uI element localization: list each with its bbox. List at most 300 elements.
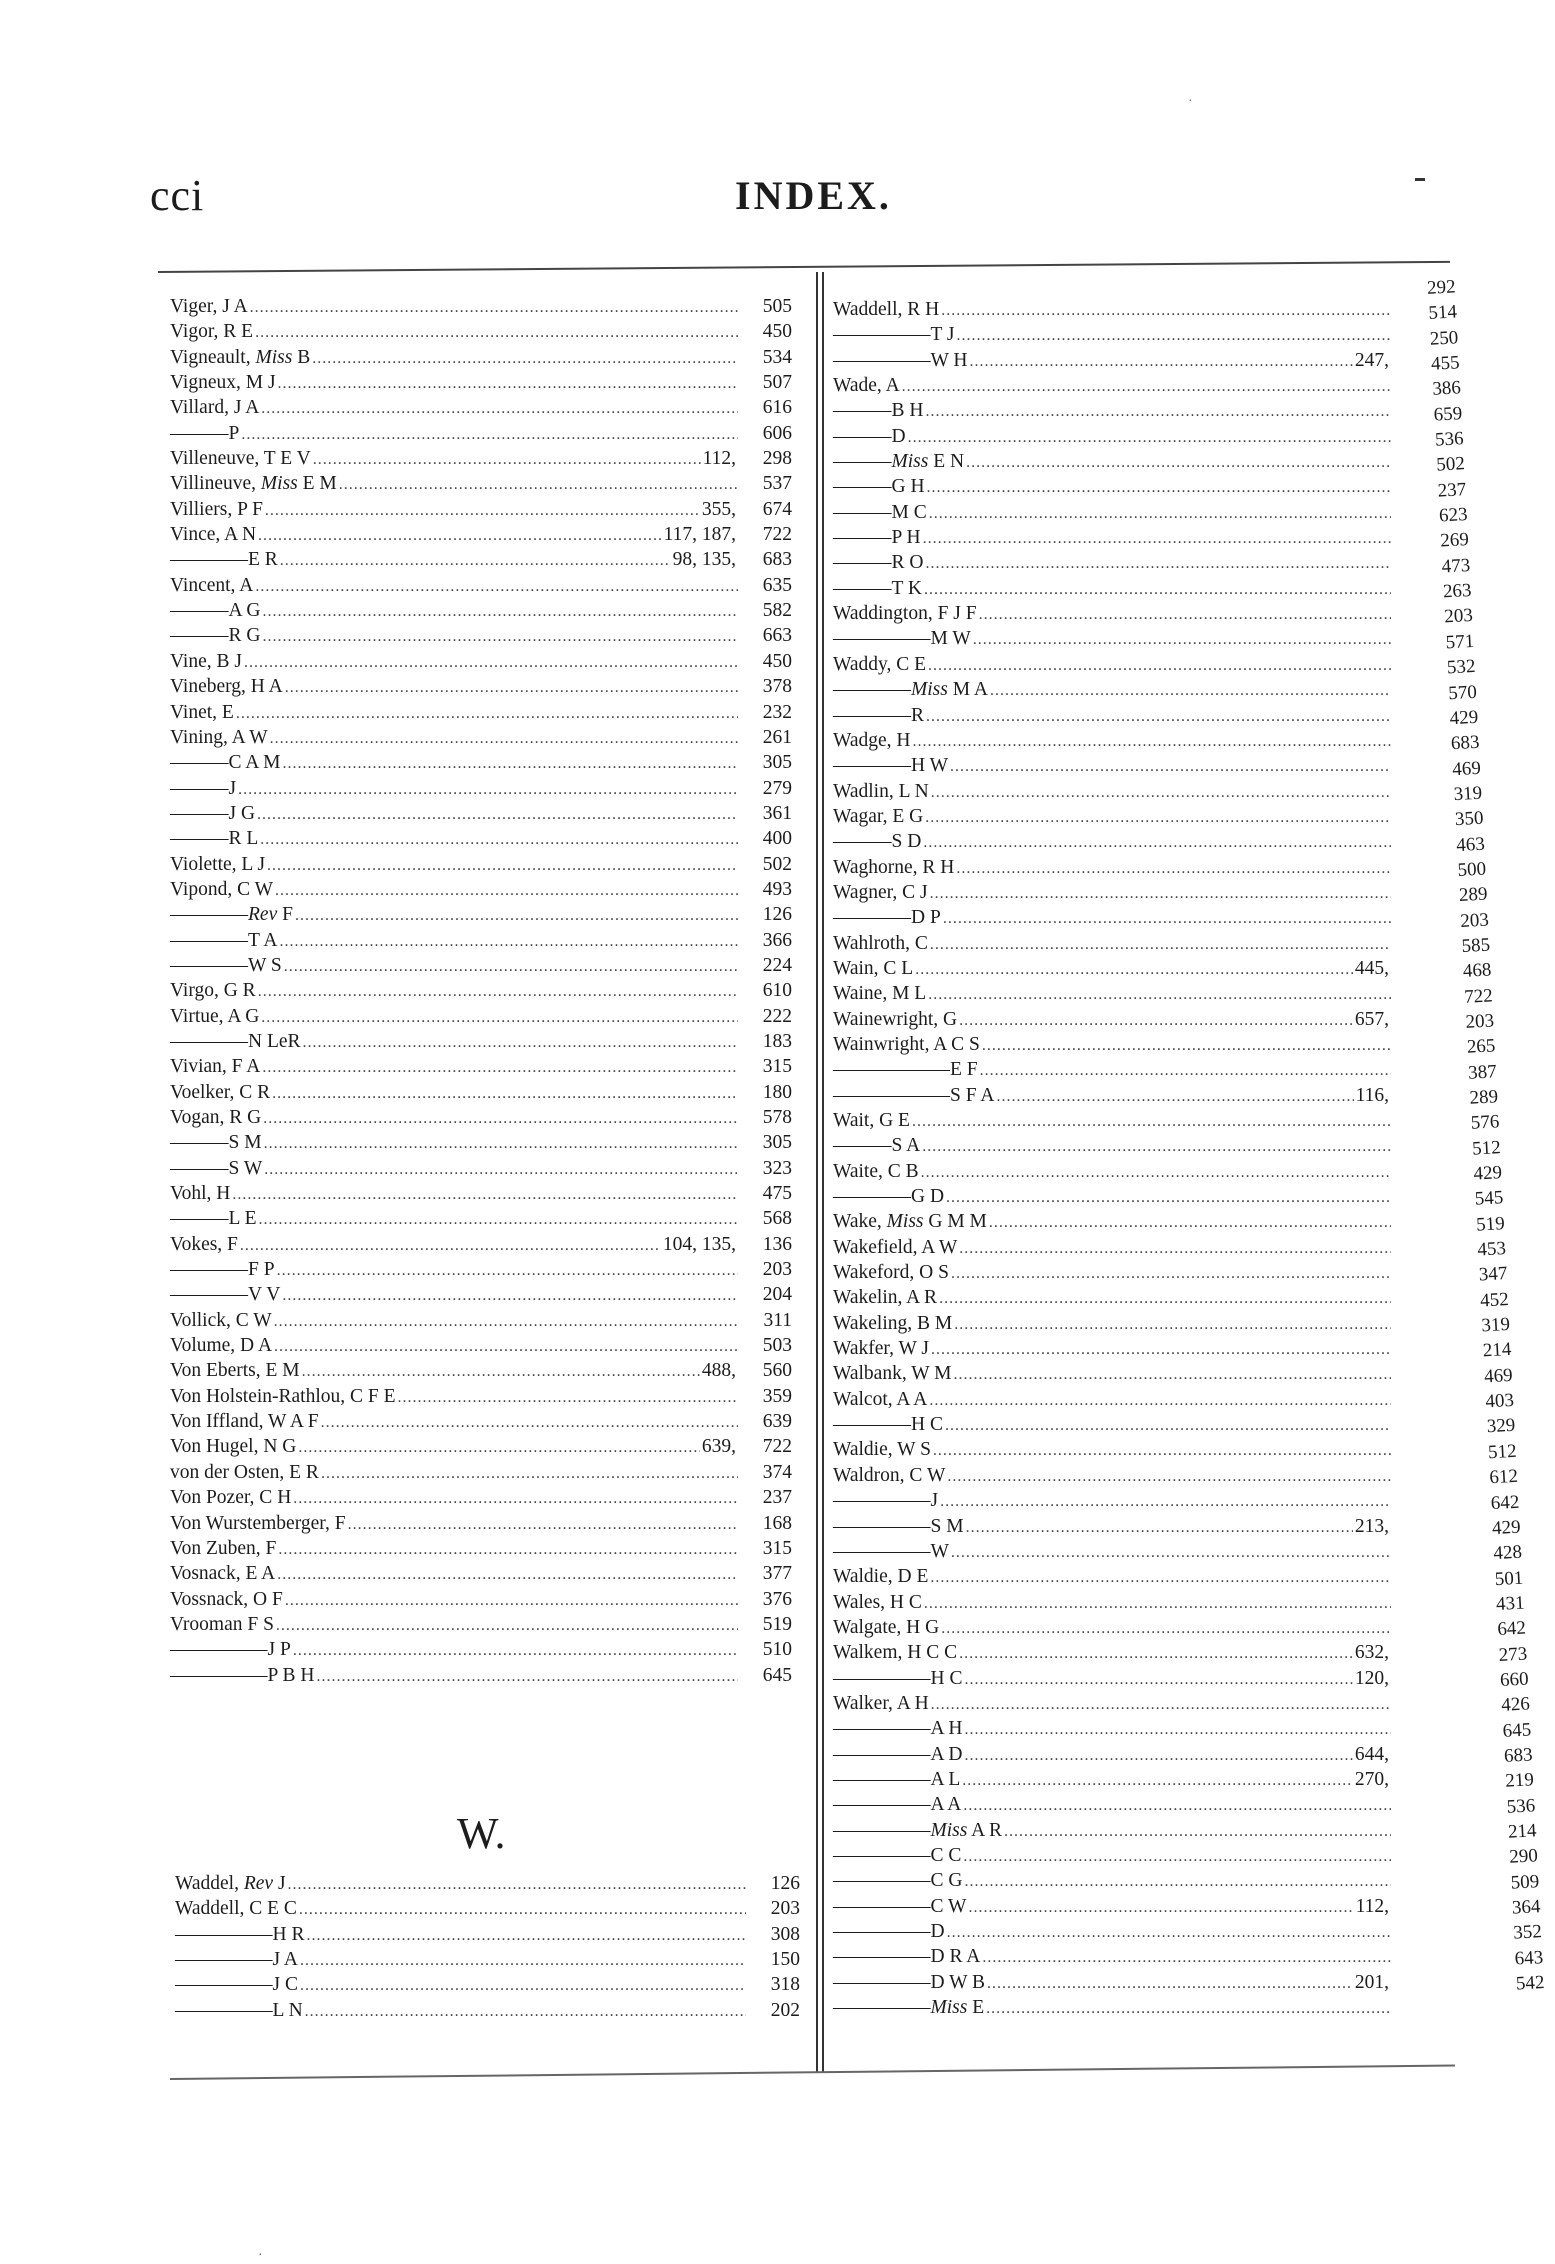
entry-page: 503 — [762, 1335, 792, 1357]
entry-name: Vokes, F — [170, 1233, 238, 1255]
entry-name: Vigneux, M J — [170, 372, 276, 394]
index-entry — [833, 1818, 1393, 1843]
leader-dots — [959, 1641, 1353, 1666]
entry-page: 222 — [762, 1005, 792, 1027]
right-entry-page: 642 — [1490, 1491, 1520, 1514]
index-entry — [833, 728, 1393, 753]
index-entry — [170, 1054, 792, 1079]
leader-dots — [262, 624, 738, 649]
entry-name: Wainewright, G — [833, 1008, 958, 1030]
entry-name: —————J C — [175, 1974, 298, 1996]
leader-dots — [305, 1999, 746, 2024]
leader-dots — [313, 447, 701, 472]
leader-dots — [925, 551, 1391, 576]
entry-name: Von Pozer, C H — [170, 1487, 292, 1509]
entry-name: Villineuve, Miss E M — [170, 473, 337, 495]
leader-dots — [950, 754, 1391, 779]
leader-dots — [285, 675, 738, 700]
leader-dots — [923, 830, 1391, 855]
right-entry-page: 683 — [1503, 1744, 1534, 1767]
entry-name: ————N LeR — [170, 1030, 301, 1052]
index-entry — [170, 750, 792, 775]
right-entry-page: 237 — [1437, 478, 1467, 502]
entry-name: Waldie, D E — [833, 1566, 929, 1588]
right-entry-page: 429 — [1491, 1516, 1522, 1539]
leader-dots — [980, 1058, 1391, 1083]
leader-dots — [274, 1334, 738, 1359]
leader-dots — [964, 1667, 1352, 1692]
entry-name: Vineberg, H A — [170, 676, 283, 698]
leader-dots — [258, 1207, 738, 1232]
entry-page: 323 — [762, 1157, 792, 1179]
leader-dots — [922, 1134, 1391, 1159]
index-entry — [833, 1767, 1393, 1792]
index-entry — [170, 953, 792, 978]
margin-mark — [1415, 178, 1425, 181]
index-entry — [170, 319, 792, 344]
leader-dots — [956, 856, 1391, 881]
leader-dots — [264, 1157, 738, 1182]
leader-dots — [244, 650, 738, 675]
right-entry-page: 500 — [1457, 858, 1487, 881]
leader-dots — [941, 298, 1391, 323]
right-entry-page: 660 — [1499, 1668, 1530, 1691]
entry-page: 204 — [762, 1284, 792, 1306]
index-entry — [170, 1080, 792, 1105]
right-entry-page: 501 — [1494, 1567, 1524, 1590]
leader-dots — [931, 780, 1391, 805]
leader-dots — [272, 1081, 738, 1106]
leader-dots — [959, 1236, 1391, 1261]
entry-name: ———M C — [833, 501, 927, 523]
index-entry — [175, 1947, 800, 1972]
leader-dots — [267, 853, 738, 878]
index-entry — [170, 877, 792, 902]
leader-dots — [954, 1312, 1391, 1337]
leader-dots — [263, 1106, 738, 1131]
leader-dots — [277, 1562, 738, 1587]
index-entry — [833, 1285, 1393, 1310]
entry-page: 150 — [770, 1949, 800, 1971]
leader-dots — [959, 1008, 1353, 1033]
index-entry — [170, 1561, 792, 1586]
index-entry — [833, 1742, 1393, 1767]
index-entry — [170, 446, 792, 471]
entry-name: —————A D — [833, 1743, 963, 1765]
entry-name: Wade, A — [833, 375, 900, 397]
index-entry — [175, 1871, 800, 1896]
entry-extra-pages: 116, — [1355, 1084, 1389, 1106]
entry-name: ———Miss E N — [833, 451, 965, 473]
entry-name: ————R — [833, 704, 925, 726]
entry-name: —————P B H — [170, 1664, 315, 1686]
entry-name: —————T J — [833, 324, 955, 346]
entry-name: Villiers, P F — [170, 498, 263, 520]
right-entry-page: 319 — [1480, 1314, 1511, 1337]
leader-dots — [306, 1923, 746, 1948]
right-entry-page: 643 — [1514, 1946, 1544, 1970]
entry-name: ———C A M — [170, 752, 281, 774]
entry-name: Waddell, C E C — [175, 1898, 297, 1920]
index-entry — [170, 1637, 792, 1662]
index-entry — [833, 905, 1393, 930]
leader-dots — [931, 1337, 1391, 1362]
entry-extra-pages: 488, — [701, 1360, 736, 1382]
index-entry — [833, 1133, 1393, 1158]
entry-name: ————E R — [170, 549, 278, 571]
index-entry — [833, 1995, 1393, 2020]
index-entry — [170, 725, 792, 750]
index-entry — [833, 880, 1393, 905]
right-entry-page: 347 — [1478, 1263, 1508, 1286]
leader-dots — [280, 548, 671, 573]
entry-name: Vivian, F A — [170, 1056, 261, 1078]
right-entry-page: 203 — [1459, 909, 1490, 932]
entry-name: ————H W — [833, 755, 949, 777]
right-entry-page: 453 — [1476, 1238, 1507, 1261]
index-entry — [170, 1434, 792, 1459]
index-entry — [833, 322, 1393, 347]
leader-dots — [302, 1359, 700, 1384]
index-entry — [833, 1311, 1393, 1336]
leader-dots — [928, 653, 1391, 678]
entry-name: ———R O — [833, 552, 924, 574]
leader-dots — [255, 574, 738, 599]
entry-name: Villard, J A — [170, 397, 260, 419]
entry-name: —————J P — [170, 1639, 291, 1661]
index-entry — [170, 345, 792, 370]
entry-name: Vipond, C W — [170, 878, 274, 900]
index-entry — [170, 928, 792, 953]
entry-name: ————V V — [170, 1284, 281, 1306]
right-entry-page: 514 — [1427, 301, 1458, 325]
leader-dots — [275, 878, 738, 903]
right-entry-page: 519 — [1475, 1212, 1506, 1236]
leader-dots — [270, 726, 738, 751]
leader-dots — [924, 577, 1391, 602]
entry-name: Waddell, R H — [833, 299, 940, 320]
right-entry-page: 645 — [1502, 1718, 1532, 1742]
leader-dots — [295, 903, 738, 928]
entry-page: 674 — [762, 498, 792, 520]
index-entry — [170, 1282, 792, 1307]
right-entry-page: 585 — [1461, 934, 1491, 957]
right-entry-page: 473 — [1441, 554, 1471, 578]
leader-dots — [255, 320, 738, 345]
right-entry-page: 352 — [1512, 1921, 1543, 1944]
leader-dots — [989, 1210, 1391, 1235]
right-entry-page: 469 — [1451, 757, 1482, 780]
right-entry-page: 269 — [1439, 529, 1470, 552]
index-entry — [170, 1181, 792, 1206]
index-entry — [170, 1105, 792, 1130]
index-entry — [833, 1209, 1393, 1234]
entry-name: ———S W — [170, 1157, 263, 1179]
leader-dots — [928, 982, 1391, 1007]
entry-name: —————W — [833, 1540, 949, 1562]
leader-dots — [241, 422, 738, 447]
right-entry-page: 387 — [1467, 1060, 1498, 1084]
entry-name: —————J A — [175, 1949, 298, 1971]
right-entry-page: 532 — [1446, 656, 1477, 679]
leader-dots — [288, 1872, 746, 1897]
leader-dots — [996, 1084, 1353, 1109]
entry-page: 378 — [762, 676, 792, 698]
entry-name: Vinet, E — [170, 701, 234, 723]
leader-dots — [951, 1540, 1391, 1565]
entry-name: Vining, A W — [170, 726, 268, 748]
index-entry — [833, 804, 1393, 829]
leader-dots — [930, 932, 1391, 957]
entry-page: 639 — [762, 1411, 792, 1433]
leader-dots — [277, 1258, 738, 1283]
entry-name: Viger, J A — [170, 296, 248, 317]
entry-name: ————W S — [170, 954, 282, 976]
entry-name: Waldron, C W — [833, 1464, 946, 1486]
right-entry-page: 289 — [1469, 1086, 1499, 1109]
right-entry-page: 512 — [1471, 1136, 1502, 1160]
leader-dots — [966, 450, 1391, 475]
leader-dots — [240, 1233, 661, 1258]
entry-name: Virtue, A G — [170, 1005, 260, 1027]
entry-page: 450 — [762, 650, 792, 672]
index-entry — [170, 623, 792, 648]
index-entry — [170, 294, 792, 319]
entry-name: Von Wurstemberger, F — [170, 1512, 346, 1534]
entry-name: ———G H — [833, 476, 925, 498]
index-entry — [170, 1485, 792, 1510]
leader-dots — [954, 1362, 1392, 1387]
right-entry-page: 350 — [1454, 807, 1484, 831]
entry-name: ————Miss M A — [833, 679, 988, 701]
entry-name: Von Zuben, F — [170, 1537, 277, 1559]
entry-name: ————Rev F — [170, 904, 293, 926]
index-entry — [833, 601, 1393, 626]
leader-dots — [236, 701, 738, 726]
leader-dots — [970, 349, 1353, 374]
entry-name: —————W H — [833, 349, 968, 371]
right-entry-page: 612 — [1488, 1465, 1519, 1489]
entry-name: —————D W B — [833, 1971, 986, 1993]
entry-page: 560 — [762, 1360, 792, 1382]
leader-dots — [912, 1109, 1391, 1134]
leader-dots — [943, 906, 1391, 931]
entry-page: 663 — [762, 625, 792, 647]
index-entry — [170, 598, 792, 623]
entry-name: ————T A — [170, 929, 278, 951]
entry-page: 203 — [770, 1898, 800, 1920]
leader-dots — [939, 1286, 1391, 1311]
index-entry — [833, 1108, 1393, 1133]
leader-dots — [902, 374, 1391, 399]
entry-name: ——————E F — [833, 1059, 978, 1081]
right-entry-page: 659 — [1433, 402, 1463, 426]
entry-name: —————C W — [833, 1895, 967, 1917]
leader-dots — [264, 1131, 738, 1156]
entry-name: —————A H — [833, 1718, 963, 1740]
leader-dots — [962, 1768, 1353, 1793]
entry-name: Vollick, C W — [170, 1309, 272, 1331]
entry-name: Von Eberts, E M — [170, 1360, 300, 1382]
entry-extra-pages: 213, — [1354, 1515, 1389, 1537]
right-entry-page: 542 — [1515, 1972, 1546, 1995]
index-entry — [170, 1130, 792, 1155]
entry-name: Wadlin, L N — [833, 780, 929, 802]
entry-name: Waddel, Rev J — [175, 1873, 286, 1894]
page-number: cci — [150, 171, 205, 220]
entry-name: Vohl, H — [170, 1183, 231, 1205]
entry-name: Vossnack, O F — [170, 1588, 283, 1610]
leader-dots — [925, 805, 1391, 830]
leader-dots — [265, 498, 700, 523]
index-entry — [833, 855, 1393, 880]
index-entry — [833, 677, 1393, 702]
index-entry — [170, 497, 792, 522]
entry-name: ———P H — [833, 527, 921, 549]
index-entry — [833, 1514, 1393, 1539]
index-entry — [170, 978, 792, 1003]
leader-dots — [293, 1638, 738, 1663]
right-entry-page: 364 — [1511, 1896, 1542, 1919]
column-divider — [816, 272, 818, 2072]
entry-extra-pages: 112, — [702, 448, 736, 470]
entry-name: Walkem, H C C — [833, 1642, 958, 1664]
index-entry — [170, 395, 792, 420]
index-entry — [833, 500, 1393, 525]
entry-extra-pages: 104, 135, — [662, 1233, 736, 1255]
entry-name: ———S A — [833, 1135, 921, 1157]
leader-dots — [262, 599, 738, 624]
entry-name: Walker, A H — [833, 1692, 929, 1714]
entry-page: 519 — [762, 1613, 792, 1635]
leader-dots — [990, 678, 1391, 703]
index-entry — [833, 1640, 1393, 1665]
right-entry-page: 571 — [1445, 630, 1475, 654]
entry-name: —————D — [833, 1921, 945, 1942]
leader-dots — [945, 1413, 1391, 1438]
entry-name: Vince, A N — [170, 524, 257, 546]
entry-page: 202 — [770, 1999, 800, 2021]
index-entry — [170, 700, 792, 725]
index-entry — [833, 449, 1393, 474]
index-entry — [170, 1156, 792, 1181]
left-index-column — [170, 294, 792, 1688]
leader-dots — [946, 1185, 1391, 1210]
leader-dots — [285, 1588, 738, 1613]
right-entry-page: 403 — [1484, 1389, 1515, 1413]
entry-name: Wakeling, B M — [833, 1312, 953, 1334]
index-entry — [170, 649, 792, 674]
index-entry — [833, 1666, 1393, 1691]
right-entry-page: 468 — [1462, 959, 1492, 983]
index-entry — [833, 373, 1393, 398]
entry-page: 606 — [762, 422, 792, 444]
right-entry-page: 289 — [1458, 883, 1488, 907]
entry-name: Vine, B J — [170, 650, 242, 672]
entry-page: 311 — [763, 1309, 792, 1331]
index-entry — [833, 576, 1393, 601]
leader-dots — [933, 1438, 1391, 1463]
right-entry-page: 536 — [1506, 1794, 1536, 1818]
entry-name: Waite, C B — [833, 1160, 919, 1182]
index-entry — [833, 1843, 1393, 1868]
leader-dots — [339, 472, 738, 497]
entry-page: 502 — [762, 853, 792, 875]
entry-page: 475 — [762, 1183, 792, 1205]
leader-dots — [299, 1897, 746, 1922]
index-entry — [833, 550, 1393, 575]
entry-name: Wakeford, O S — [833, 1262, 949, 1284]
scan-speck: · — [1188, 94, 1193, 109]
right-entry-page: 722 — [1463, 985, 1494, 1008]
leader-dots — [258, 523, 662, 548]
leader-dots — [964, 1743, 1352, 1768]
leader-dots — [913, 729, 1392, 754]
leader-dots — [968, 1895, 1353, 1920]
right-entry-page: 329 — [1486, 1415, 1516, 1438]
entry-name: Vincent, A — [170, 574, 254, 596]
leader-dots — [947, 1920, 1391, 1945]
index-entry — [833, 703, 1393, 728]
entry-page: 635 — [762, 574, 792, 596]
leader-dots — [278, 371, 738, 396]
entry-name: Wakefield, A W — [833, 1236, 958, 1258]
entry-page: 493 — [762, 878, 792, 900]
index-entry — [170, 1206, 792, 1231]
leader-dots — [261, 396, 738, 421]
entry-name: ————H C — [833, 1414, 943, 1436]
entry-extra-pages: 270, — [1354, 1768, 1389, 1790]
leader-dots — [250, 295, 738, 320]
right-entry-page: 428 — [1492, 1541, 1523, 1565]
right-entry-page: 265 — [1466, 1035, 1496, 1059]
index-entry — [833, 1260, 1393, 1285]
entry-page: 318 — [770, 1974, 800, 1996]
index-entry — [833, 1159, 1393, 1184]
entry-extra-pages: 657, — [1354, 1008, 1389, 1030]
index-entry — [833, 1437, 1393, 1462]
entry-name: —————J — [833, 1490, 939, 1512]
column-divider-inner — [822, 272, 824, 2072]
index-entry — [833, 1590, 1393, 1615]
right-entry-page: 386 — [1431, 377, 1462, 401]
entry-name: ———B H — [833, 400, 924, 422]
leader-dots — [924, 1591, 1391, 1616]
right-entry-page: 536 — [1434, 428, 1465, 451]
leader-dots — [298, 1435, 699, 1460]
entry-page: 237 — [762, 1487, 792, 1509]
entry-name: —————S M — [833, 1515, 964, 1537]
right-entry-page: 319 — [1453, 782, 1483, 806]
index-entry — [170, 573, 792, 598]
index-entry — [833, 348, 1393, 373]
entry-name: ———D — [833, 425, 906, 447]
index-entry — [833, 297, 1393, 322]
leader-dots — [921, 1160, 1391, 1185]
entry-extra-pages: 355, — [701, 498, 736, 520]
right-entry-page: 683 — [1450, 731, 1481, 755]
leader-dots — [929, 501, 1391, 526]
index-entry — [170, 1358, 792, 1383]
entry-extra-pages: 445, — [1354, 957, 1389, 979]
leader-dots — [925, 399, 1391, 424]
scan-speck: · — [258, 2248, 263, 2263]
entry-page: 232 — [762, 701, 792, 723]
leader-dots — [261, 1005, 738, 1030]
entry-extra-pages: 120, — [1354, 1667, 1389, 1689]
entry-page: 377 — [762, 1563, 792, 1585]
index-entry — [833, 1032, 1393, 1057]
